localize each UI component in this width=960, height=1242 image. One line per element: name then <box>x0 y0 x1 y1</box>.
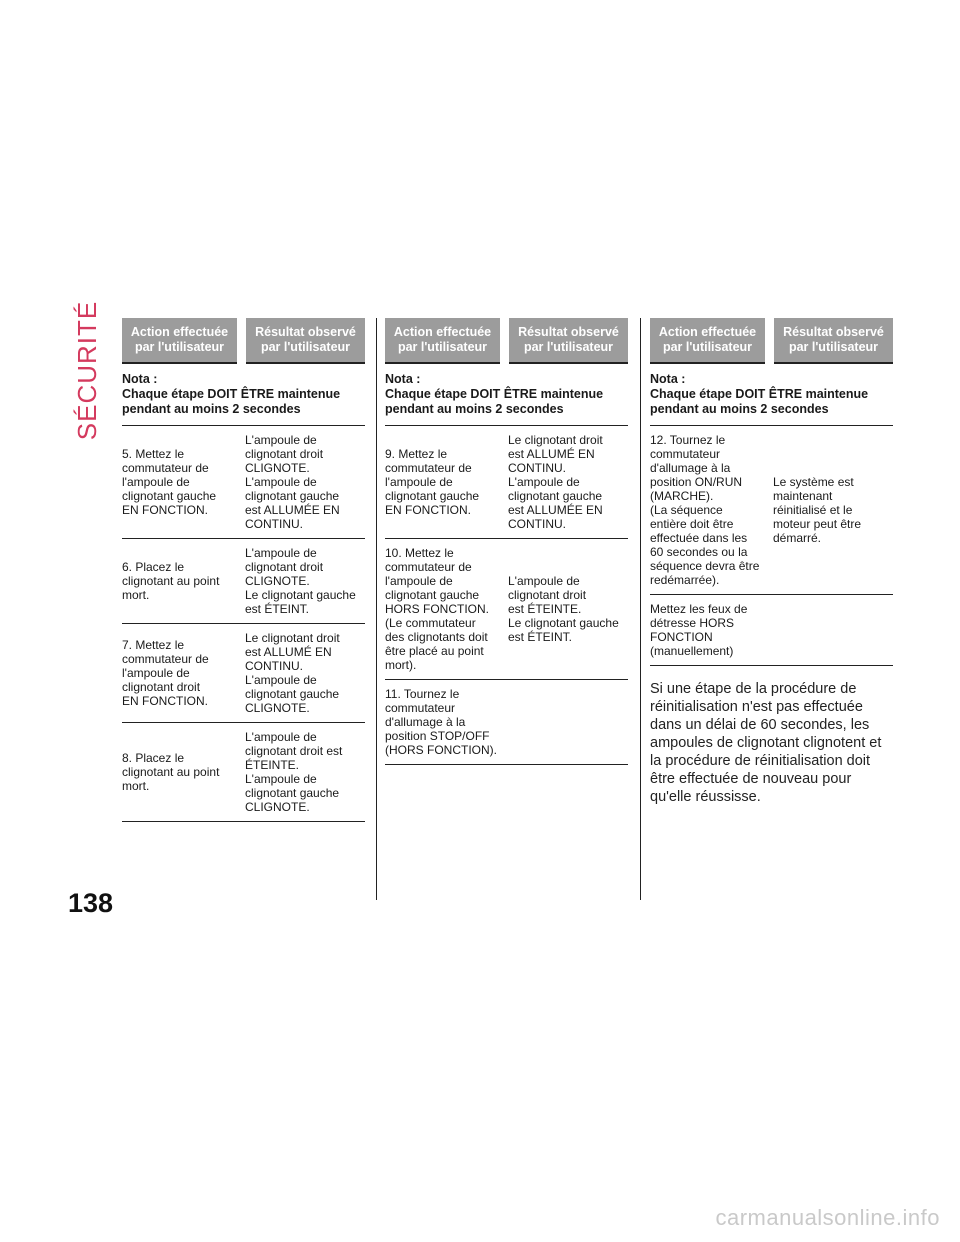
column-divider <box>376 318 377 900</box>
result-cell: L'ampoule de clignotant droit CLIGNOTE. L'ampoule de clignotant gauche est ALLUMÉE EN CONTINU. <box>245 433 340 531</box>
header-action-label: Action effectuée par l'utilisateur <box>393 325 492 354</box>
action-cell: 9. Mettez le commutateur de l'ampoule de clignotant gauche EN FONCTION. <box>385 447 480 517</box>
reset-paragraph: Si une étape de la procédure de réinitialisation n'est pas effectuée dans un délai de 60 secondes, les ampoules de clignotant clignotent et la procédure de réinitialisation doit être effectuée de nouveau pour qu'elle réussisse. <box>650 681 882 805</box>
header-result-label: Résultat observé par l'utilisateur <box>518 325 619 354</box>
header-action <box>385 318 500 364</box>
table-row <box>122 624 365 723</box>
header-action-label: Action effectuée par l'utilisateur <box>658 325 757 354</box>
section-title-text: SÉCURITÉ <box>72 300 103 440</box>
note: Nota : Chaque étape DOIT ÊTRE maintenue pendant au moins 2 secondes <box>650 372 893 426</box>
result-cell: Le système est maintenant réinitialisé et le moteur peut être démarré. <box>773 475 862 545</box>
header-result-label: Résultat observé par l'utilisateur <box>255 325 356 354</box>
result-cell: Le clignotant droit est ALLUMÉ EN CONTINU. L'ampoule de clignotant gauche CLIGNOTE. <box>245 631 340 715</box>
action-cell: 5. Mettez le commutateur de l'ampoule de clignotant gauche EN FONCTION. <box>122 447 217 517</box>
note: Nota : Chaque étape DOIT ÊTRE maintenue pendant au moins 2 secondes <box>385 372 628 426</box>
table-row <box>385 426 628 539</box>
table-row <box>122 426 365 539</box>
table-row <box>385 680 628 765</box>
header-action <box>122 318 237 364</box>
result-cell: L'ampoule de clignotant droit CLIGNOTE. Le clignotant gauche est ÉTEINT. <box>245 546 356 616</box>
section-title <box>68 300 108 440</box>
header-action <box>650 318 765 364</box>
action-cell: 12. Tournez le commutateur d'allumage à la position ON/RUN (MARCHE). (La séquence entière doit être effectuée dans les 60 secondes ou la séquence devra être redémarrée). <box>650 433 760 587</box>
column-divider <box>640 318 641 900</box>
header-result <box>246 318 365 364</box>
header-result-label: Résultat observé par l'utilisateur <box>783 325 884 354</box>
table-column-3 <box>650 318 893 806</box>
action-cell: 7. Mettez le commutateur de l'ampoule de clignotant droit EN FONCTION. <box>122 638 209 708</box>
action-cell: 6. Placez le clignotant au point mort. <box>122 560 220 602</box>
table-header <box>385 318 628 364</box>
action-cell: 8. Placez le clignotant au point mort. <box>122 751 220 793</box>
table-column-1 <box>122 318 365 822</box>
result-cell: L'ampoule de clignotant droit est ÉTEINTE. L'ampoule de clignotant gauche CLIGNOTE. <box>245 730 343 814</box>
table-column-2 <box>385 318 628 765</box>
header-result <box>774 318 893 364</box>
table-header <box>650 318 893 364</box>
action-cell: 11. Tournez le commutateur d'allumage à la position STOP/OFF (HORS FONCTION). <box>385 687 497 757</box>
action-cell: Mettez les feux de détresse HORS FONCTION (manuellement) <box>650 602 748 658</box>
action-cell: 10. Mettez le commutateur de l'ampoule de clignotant gauche HORS FONCTION. (Le commutateur des clignotants doit être placé au point mort). <box>385 546 489 672</box>
note: Nota : Chaque étape DOIT ÊTRE maintenue pendant au moins 2 secondes <box>122 372 365 426</box>
page-number: 138 <box>68 888 114 918</box>
result-cell: Le clignotant droit est ALLUMÉ EN CONTINU. L'ampoule de clignotant gauche est ALLUMÉE EN CONTINU. <box>508 433 603 531</box>
watermark: carmanualsonline.info <box>715 1205 940 1230</box>
header-action-label: Action effectuée par l'utilisateur <box>130 325 229 354</box>
table-header <box>122 318 365 364</box>
table-row <box>385 539 628 680</box>
table-row <box>122 723 365 822</box>
table-row <box>650 426 893 595</box>
table-row <box>650 595 893 666</box>
header-result <box>509 318 628 364</box>
result-cell: L'ampoule de clignotant droit est ÉTEINTE. Le clignotant gauche est ÉTEINT. <box>508 574 619 644</box>
table-row <box>122 539 365 624</box>
